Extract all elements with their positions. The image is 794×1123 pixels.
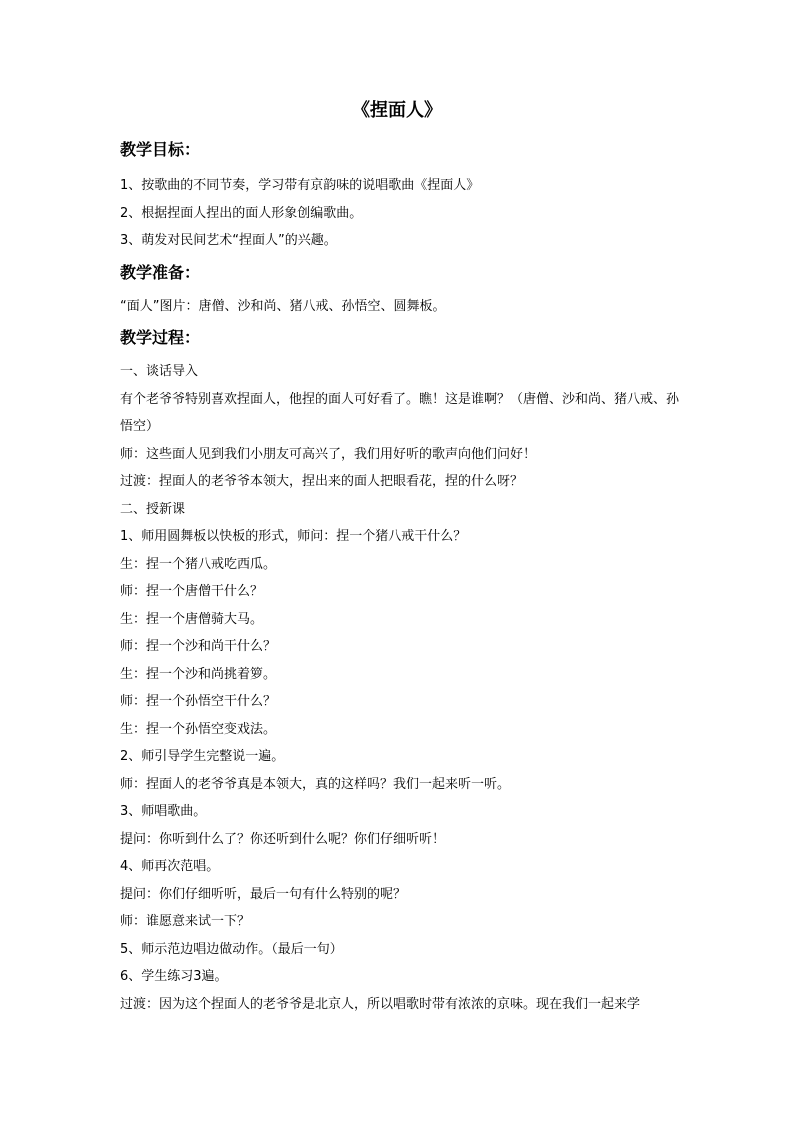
process-line: 5、师示范边唱边做动作。（最后一句） bbox=[120, 941, 343, 957]
document-body bbox=[120, 138, 680, 1018]
prep-item: “面人”图片：唐僧、沙和尚、猪八戒、孙悟空、圆舞板。 bbox=[120, 298, 446, 314]
goals-heading: 教学目标： bbox=[120, 140, 201, 159]
prep-heading: 教学准备： bbox=[120, 262, 201, 282]
process-line: 生：捏一个猪八戒吃西瓜。 bbox=[120, 556, 277, 572]
process-line: 师：捏一个孙悟空干什么？ bbox=[120, 694, 277, 709]
process-line: 生：捏一个孙悟空变戏法。 bbox=[120, 721, 277, 737]
process-line: 师：这些面人见到我们小朋友可高兴了，我们用好听的歌声向他们问好！ bbox=[120, 446, 537, 462]
goal-item: 1、按歌曲的不同节奏，学习带有京韵味的说唱歌曲《捏面人》 bbox=[120, 178, 480, 193]
prep-section bbox=[120, 261, 680, 321]
document-title: 《捏面人》 bbox=[352, 100, 442, 121]
process-line: 3、师唱歌曲。 bbox=[120, 804, 207, 819]
process-line: 提问：你听到什么了？你还听到什么呢？你们仔细听听！ bbox=[120, 831, 446, 847]
process-line: 2、师引导学生完整说一遍。 bbox=[120, 749, 285, 764]
process-line: 1、师用圆舞板以快板的形式，师问：捏一个猪八戒干什么？ bbox=[120, 529, 467, 544]
process-line: 师：谁愿意来试一下？ bbox=[120, 914, 251, 929]
process-heading: 教学过程： bbox=[120, 328, 201, 347]
process-subheading: 二、授新课 bbox=[120, 501, 186, 517]
process-line: 师：捏一个唐僧干什么？ bbox=[120, 584, 264, 599]
goal-item: 3、萌发对民间艺术“捏面人”的兴趣。 bbox=[120, 233, 337, 248]
process-line: 师：捏面人的老爷爷真是本领大，真的这样吗？我们一起来听一听。 bbox=[120, 776, 511, 792]
process-line: 提问：你们仔细听听，最后一句有什么特别的呢？ bbox=[120, 886, 407, 902]
process-line: 生：捏一个唐僧骑大马。 bbox=[120, 611, 264, 627]
process-subheading: 一、谈话导入 bbox=[120, 364, 199, 379]
process-line: 生：捏一个沙和尚挑着箩。 bbox=[120, 666, 277, 682]
goal-item: 2、根据捏面人捏出的面人形象创编歌曲。 bbox=[120, 205, 363, 221]
process-line: 4、师再次范唱。 bbox=[120, 859, 220, 874]
process-line: 师：捏一个沙和尚干什么？ bbox=[120, 639, 277, 654]
process-line: 过渡：因为这个捏面人的老爷爷是北京人，所以唱歌时带有浓浓的京味。现在我们一起来学 bbox=[120, 996, 641, 1012]
process-line: 有个老爷爷特别喜欢捏面人，他捏的面人可好看了。瞧！这是谁啊？（唐僧、沙和尚、猪八戒、孙悟空） bbox=[120, 391, 680, 434]
process-line: 过渡：捏面人的老爷爷本领大，捏出来的面人把眼看花，捏的什么呀？ bbox=[120, 474, 524, 489]
process-section bbox=[120, 326, 680, 1018]
process-line: 6、学生练习3遍。 bbox=[120, 969, 228, 984]
goals-section bbox=[120, 138, 680, 255]
